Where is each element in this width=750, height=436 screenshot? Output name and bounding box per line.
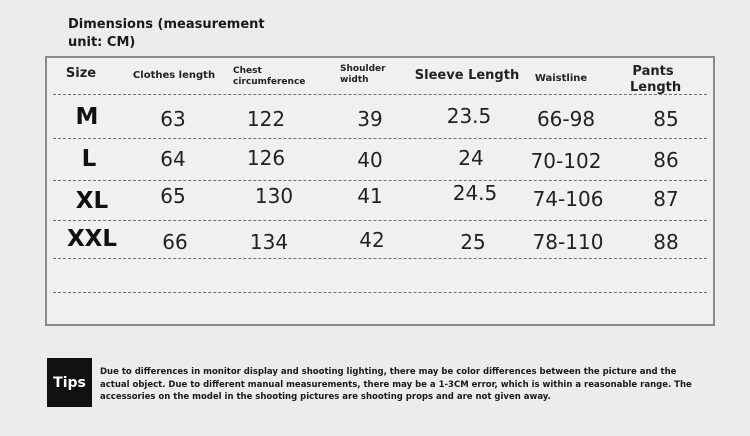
table-cell: 24.5: [452, 181, 498, 205]
header-clothes-length: Clothes length: [132, 70, 216, 81]
header-sleeve-length: Sleeve Length: [414, 68, 520, 83]
table-cell: 65: [160, 184, 186, 208]
table-cell: 87: [653, 187, 679, 211]
table-cell: 40: [357, 148, 383, 172]
table-cell: 86: [653, 148, 679, 172]
table-cell: 126: [246, 146, 286, 170]
table-cell: 23.5: [446, 104, 492, 128]
table-cell: 88: [653, 230, 679, 254]
table-cell: 24: [458, 146, 484, 170]
table-cell: 41: [357, 184, 383, 208]
table-cell: 78-110: [532, 230, 604, 254]
table-cell: 63: [160, 107, 186, 131]
divider-line: [53, 138, 707, 139]
size-cell: XL: [75, 188, 109, 214]
tips-badge: Tips: [47, 358, 92, 407]
divider-line: [53, 94, 707, 95]
header-chest-circumference: Chest circumference: [233, 66, 306, 87]
header-pants-length: Pants Length: [630, 64, 682, 95]
size-cell: L: [81, 146, 97, 172]
table-cell: 122: [246, 107, 286, 131]
header-size: Size: [65, 66, 97, 81]
divider-line: [53, 220, 707, 221]
table-cell: 134: [249, 230, 289, 254]
divider-line: [53, 180, 707, 181]
page-title: Dimensions (measurement unit: CM): [68, 17, 265, 50]
table-cell: 85: [653, 107, 679, 131]
table-cell: 25: [460, 230, 486, 254]
size-chart-table: [45, 56, 715, 326]
header-shoulder-width: Shoulder width: [340, 64, 386, 85]
divider-line: [53, 292, 707, 293]
size-cell: M: [75, 104, 99, 130]
table-cell: 39: [357, 107, 383, 131]
table-cell: 130: [254, 184, 294, 208]
divider-line: [53, 258, 707, 259]
header-waistline: Waistline: [534, 73, 588, 84]
tips-text: Due to differences in monitor display and shooting lighting, there may be color differences between the picture and the actual object. Due to different manual measurements, there may be a 1-3CM error, which is within a reasonable range. The accessories on the model in the shooting pictures are shooting props and are not given away.: [100, 367, 692, 402]
table-cell: 66: [162, 230, 188, 254]
table-cell: 64: [160, 147, 186, 171]
table-cell: 70-102: [530, 149, 602, 173]
table-cell: 42: [359, 228, 385, 252]
size-cell: XXL: [66, 226, 118, 252]
table-cell: 66-98: [536, 107, 596, 131]
table-cell: 74-106: [532, 187, 604, 211]
